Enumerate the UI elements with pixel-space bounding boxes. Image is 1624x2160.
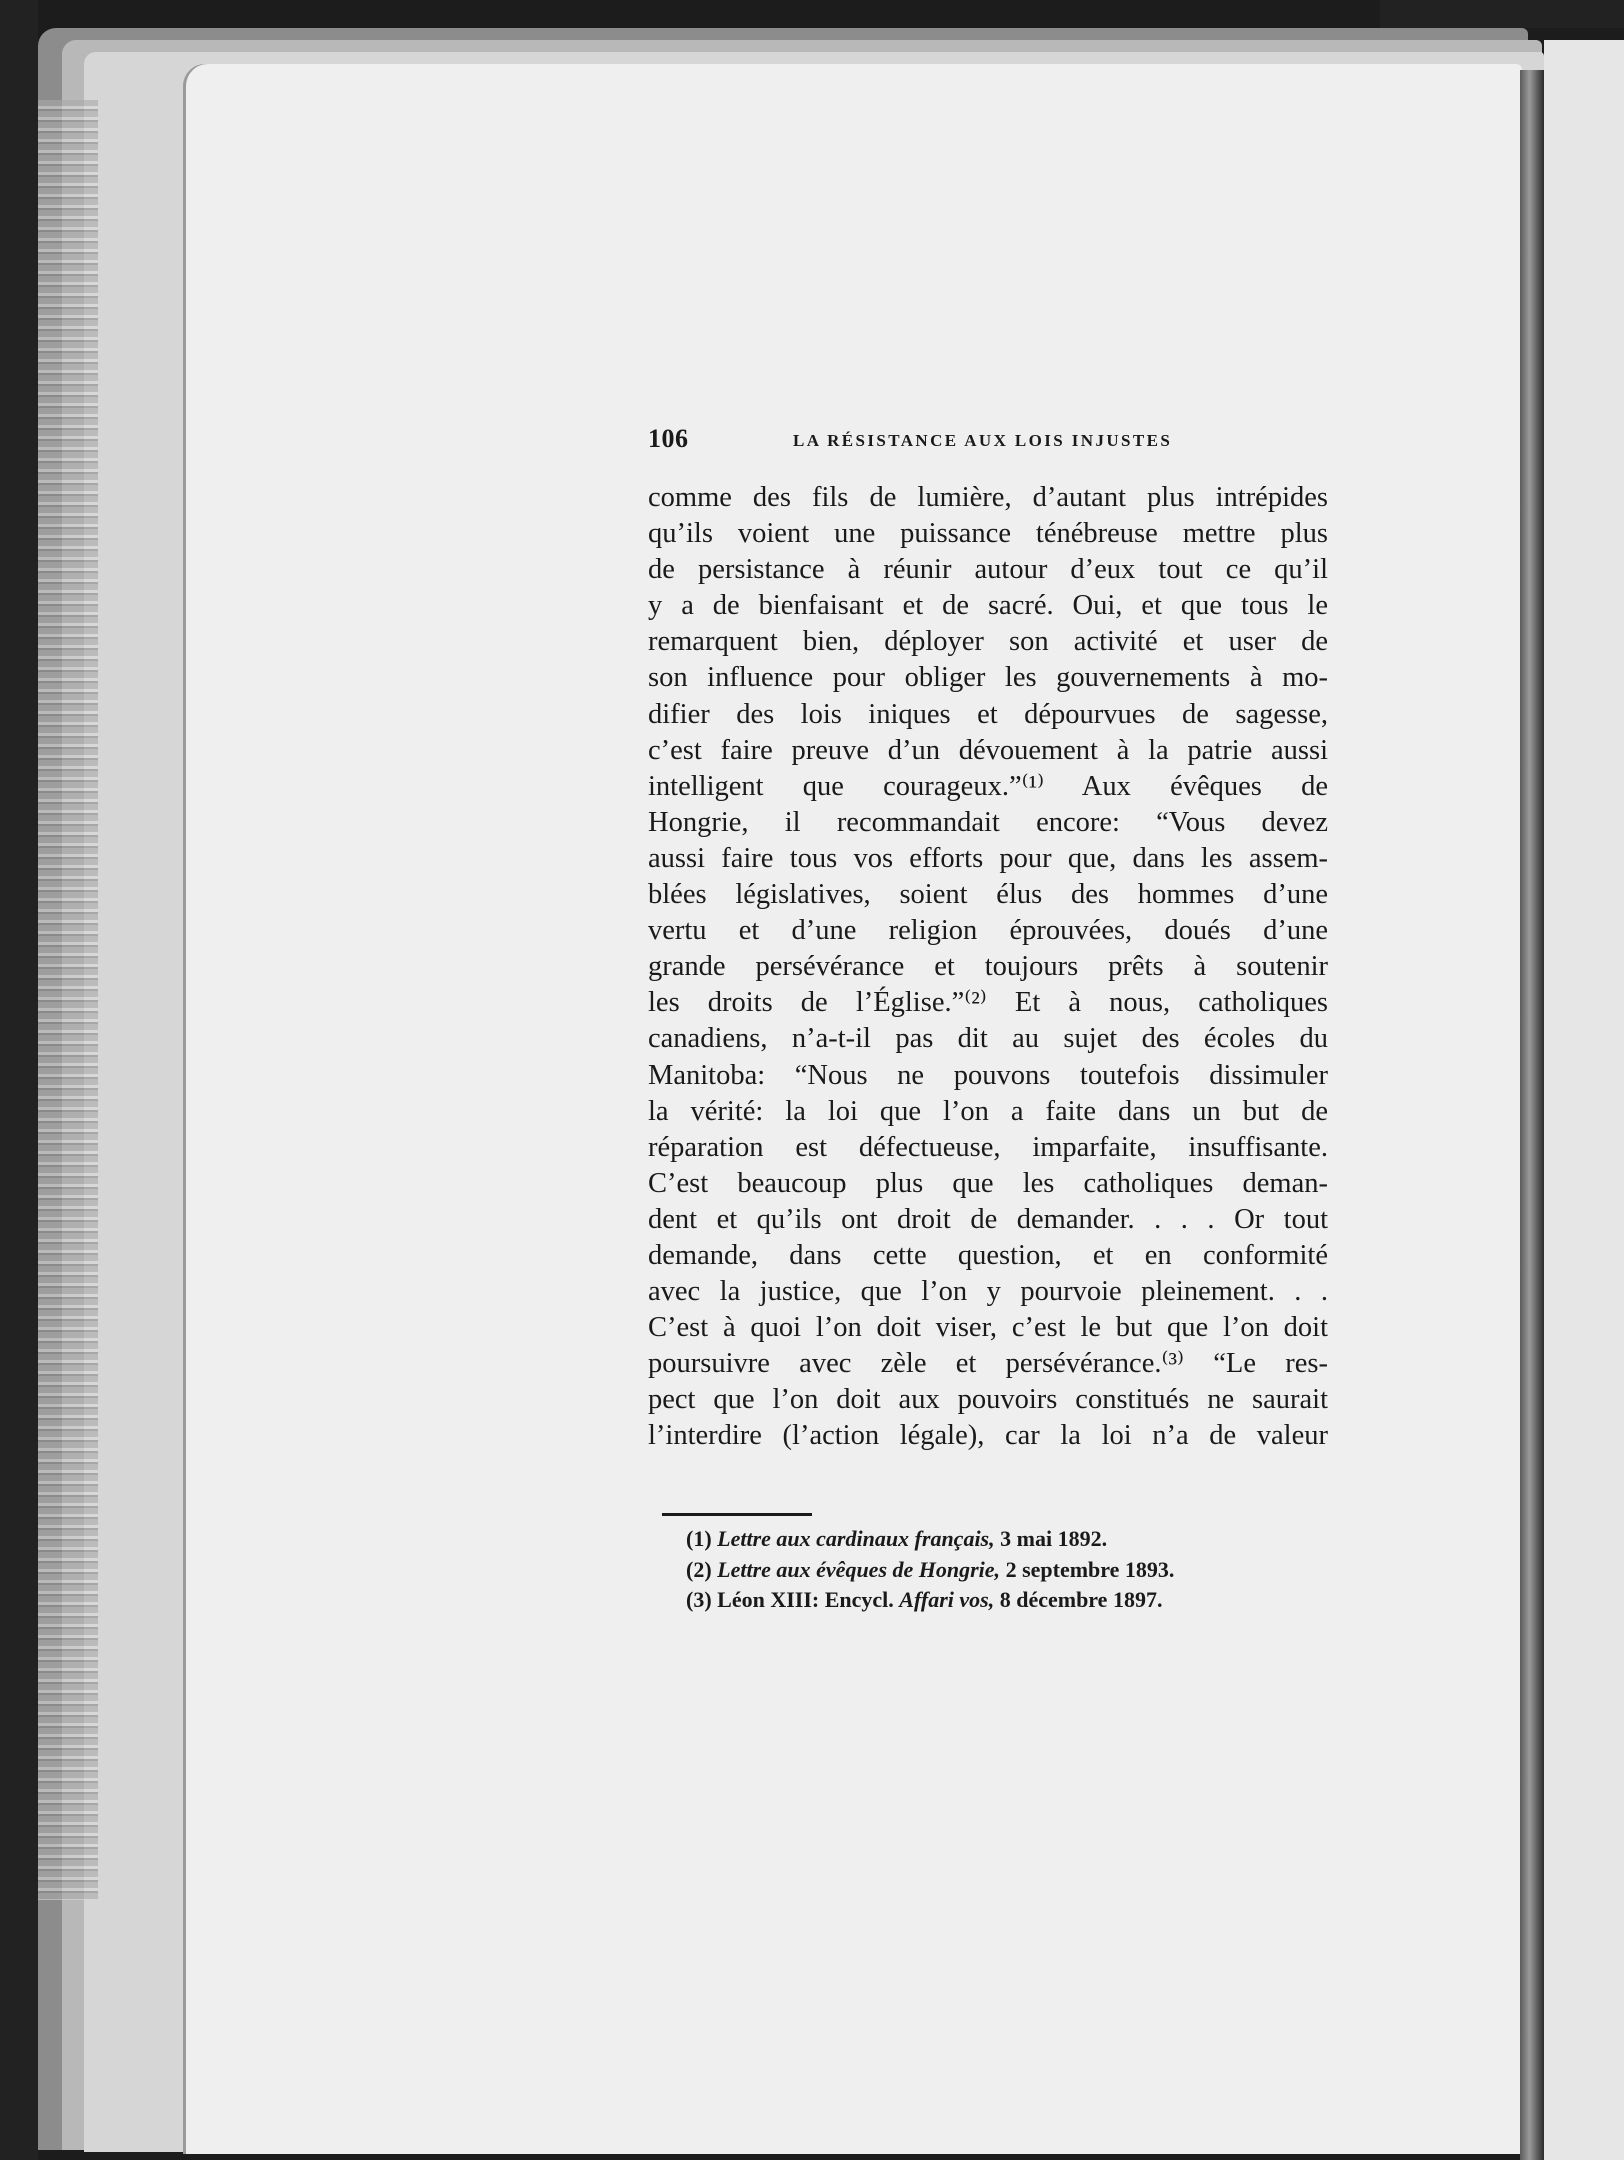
book-spine-shadow [1520,70,1544,2160]
text-line: l’interdire (l’action légale), car la loi n’a de valeur [648,1420,1328,1452]
footnote-number: (3) [686,1587,712,1612]
text-line: comme des fils de lumière, d’autant plus intrépides [648,482,1328,513]
footnote-date: 3 mai 1892. [994,1526,1108,1551]
footnote-number: (2) [686,1556,712,1582]
footnote-title: Lettre aux évêques de Hongrie, [717,1556,1001,1582]
text-line: c’est faire preuve d’un dévouement à la patrie aussi [648,734,1328,766]
running-head [648,424,1328,464]
text-line: avec la justice, que l’on y pourvoie pleinement. . . [648,1276,1328,1308]
page-edge-texture [38,100,98,1900]
text-line: demande, dans cette question, et en conformité [648,1239,1328,1271]
text-line: son influence pour obliger les gouvernements à mo- [648,662,1328,694]
text-line: C’est à quoi l’on doit viser, c’est le but que l’on doit [648,1312,1328,1344]
text-line: pect que l’on doit aux pouvoirs constitués ne saurait [648,1384,1328,1416]
footnote [686,1524,1306,1555]
footnote-date: 8 décembre 1897. [994,1587,1163,1612]
footnote [686,1585,1306,1616]
text-line: poursuivre avec zèle et persévérance.⁽³⁾ “Le res- [648,1348,1328,1380]
text-line: remarquent bien, déployer son activité et user de [648,626,1328,658]
text-line: y a de bienfaisant et de sacré. Oui, et que tous le [648,590,1328,622]
footnote-title: Affari vos, [899,1587,995,1612]
text-line: grande persévérance et toujours prêts à soutenir [648,951,1328,983]
text-line: C’est beaucoup plus que les catholiques deman- [648,1167,1328,1199]
text-line: intelligent que courageux.”⁽¹⁾ Aux évêques de [648,770,1328,802]
page-number: 106 [648,424,689,453]
footnote-author: Léon XIII: Encycl. [711,1587,900,1612]
text-line: aussi faire tous vos efforts pour que, dans les assem- [648,842,1328,874]
footnote-number: (1) [686,1526,712,1551]
text-line: les droits de l’Église.”⁽²⁾ Et à nous, catholiques [648,987,1328,1019]
footnote [686,1555,1306,1586]
text-line: la vérité: la loi que l’on a faite dans un but de [648,1095,1328,1127]
scan-background-left [0,0,38,2160]
scan-background-top [1380,0,1624,28]
facing-page [1544,40,1624,2160]
body-text [648,480,1328,1455]
footnotes [686,1524,1306,1616]
text-line: blées législatives, soient élus des hommes d’une [648,879,1328,911]
text-line: difier des lois iniques et dépourvues de sagesse, [648,698,1328,730]
text-line: réparation est défectueuse, imparfaite, insuffisante. [648,1131,1328,1163]
text-line: Hongrie, il recommandait encore: “Vous devez [648,806,1328,838]
text-line: dent et qu’ils ont droit de demander. . . . Or tout [648,1203,1328,1235]
footnote-date: 2 septembre 1893. [1000,1556,1175,1582]
text-line: de persistance à réunir autour d’eux tout ce qu’il [648,554,1328,586]
text-line: Manitoba: “Nous ne pouvons toutefois dissimuler [648,1059,1328,1091]
footnote-title: Lettre aux cardinaux français, [717,1526,995,1551]
running-title: LA RÉSISTANCE AUX LOIS INJUSTES [793,431,1173,450]
footnote-rule [662,1513,812,1516]
text-line: canadiens, n’a-t-il pas dit au sujet des écoles du [648,1023,1328,1055]
text-line: vertu et d’une religion éprouvées, doués d’une [648,915,1328,947]
text-line: qu’ils voient une puissance ténébreuse mettre plus [648,518,1328,550]
